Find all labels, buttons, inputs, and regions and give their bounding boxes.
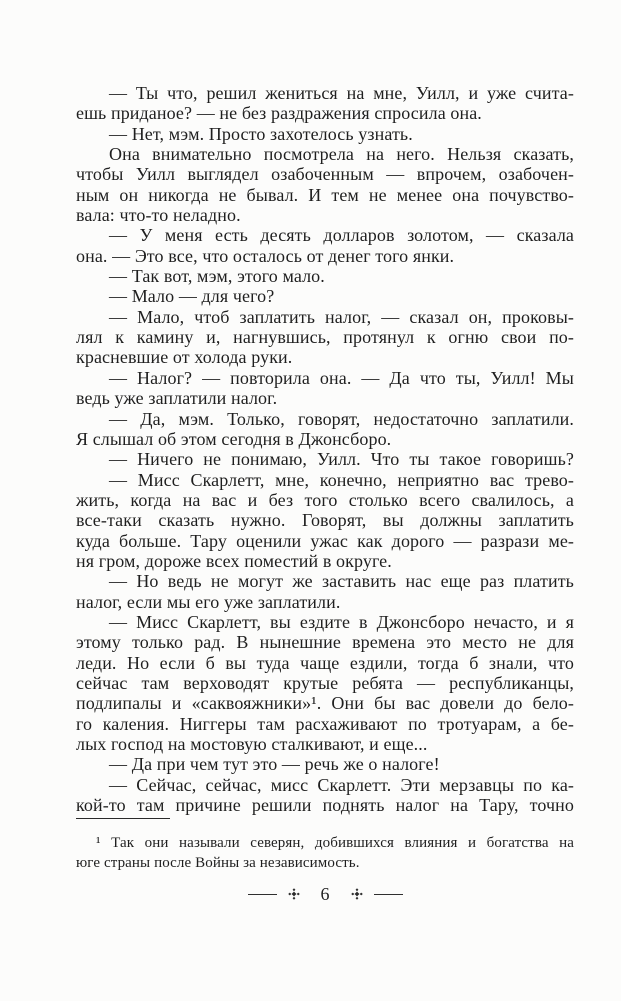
body-text-line: леди. Но если б вы туда чаще ездили, тогда б знали, что [76, 652, 574, 673]
body-text-line: она. — Это все, что осталось от денег того янки. [76, 245, 455, 266]
body-text-line: ным он никогда не бывал. И тем не менее она почувство- [76, 184, 574, 205]
body-text-line: вала: что-то неладно. [76, 205, 241, 226]
body-text-line: — Да, мэм. Только, говорят, недостаточно заплатили. [109, 408, 574, 429]
footnote-separator-rule [76, 818, 170, 819]
body-text-line: Она внимательно посмотрела на него. Нельзя сказать, [109, 144, 574, 165]
body-text-line: сейчас там верховодят крутые ребята — республиканцы, [76, 672, 574, 693]
body-text-line: — Мисс Скарлетт, вы ездите в Джонсборо нечасто, и я [109, 611, 574, 632]
body-text-line: — Так вот, мэм, этого мало. [109, 266, 325, 287]
body-text-line: этому только рад. В нынешние времена это место не для [76, 632, 574, 653]
body-text-line: — Мисс Скарлетт, мне, конечно, неприятно вас трево- [109, 469, 574, 490]
body-text-line: — Мало — для чего? [109, 286, 275, 307]
body-text-line: ня гром, дороже всех поместий в округе. [76, 550, 392, 571]
body-text-line: — Мало, чтоб заплатить налог, — сказал он, проковы- [109, 306, 574, 327]
body-text-line: все-таки сказать нужно. Говорят, вы должны заплатить [76, 510, 574, 531]
body-text-line: лял к камину и, нагнувшись, протянул к огню свои по- [76, 327, 574, 348]
body-text-line: кой-то там причине решили поднять налог на Тару, точно [76, 795, 574, 816]
body-text-line: Я слышал об этом сегодня в Джонсборо. [76, 428, 392, 449]
four-diamond-ornament-icon [288, 888, 300, 900]
footer-right-rule [374, 894, 403, 895]
body-text-line: — Налог? — повторила она. — Да что ты, Уилл! Мы [109, 367, 574, 388]
page-number: 6 [320, 884, 330, 904]
body-text-line: куда больше. Тару оценили ужас как дорого — разрази ме- [76, 530, 574, 551]
body-text-line: — У меня есть десять долларов золотом, — сказала [109, 225, 574, 246]
body-text-line: го каления. Ниггеры там расхаживают по тротуарам, а бе- [76, 713, 574, 734]
footnote-text-line: ¹ Так они называли северян, добившихся влияния и богатства на [96, 835, 574, 851]
body-text-line: лых господ на мостовую сталкивают, и еще... [76, 734, 428, 754]
body-text-line: — Но ведь не могут же заставить нас еще раз платить [109, 571, 574, 592]
body-text-line: чтобы Уилл выглядел озабоченным — впрочем, озабочен- [76, 164, 574, 185]
page-body-text [76, 83, 574, 815]
body-text-line: — Ты что, решил жениться на мне, Уилл, и уже счита- [109, 83, 574, 103]
body-text-line: налог, если мы его уже заплатили. [76, 591, 341, 612]
body-text-line: — Нет, мэм. Просто захотелось узнать. [109, 123, 413, 144]
body-text-line: подлипалы и «саквояжники»¹. Они бы вас довели до бело- [76, 693, 574, 714]
body-text-line: — Сейчас, сейчас, мисс Скарлетт. Эти мерзавцы по ка- [109, 774, 574, 795]
footnote [76, 833, 574, 873]
body-text-line: ведь уже заплатили налог. [76, 388, 278, 409]
body-text-line: — Да при чем тут это — речь же о налоге! [109, 754, 440, 775]
body-text-line: жить, когда на вас и без того столько всего свалилось, а [76, 489, 574, 510]
body-text-line: красневшие от холода руки. [76, 347, 293, 368]
footnote-text-line: юге страны после Войны за независимость. [76, 855, 360, 871]
four-diamond-ornament-icon [351, 888, 363, 900]
body-text-line: ешь приданое? — не без раздражения спросила она. [76, 103, 482, 124]
body-text-line: — Ничего не понимаю, Уилл. Что ты такое говоришь? [109, 449, 574, 470]
footer-left-rule [248, 894, 277, 895]
page-footer [76, 884, 574, 904]
